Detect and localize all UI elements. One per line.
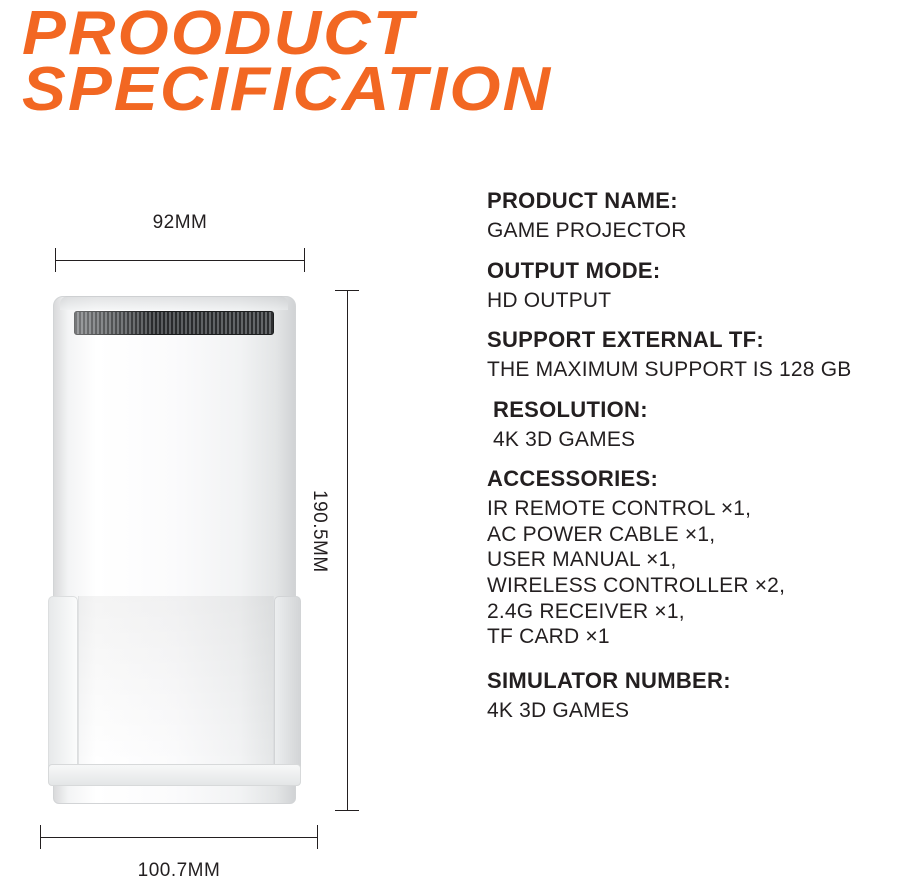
spec-item-support-external-tf [487, 327, 917, 383]
spec-item-simulator-number [487, 668, 917, 724]
accessory-line: AC POWER CABLE ×1, [487, 522, 716, 546]
projector-base [48, 764, 301, 786]
accessory-line: USER MANUAL ×1, [487, 548, 677, 572]
dimension-width-label: 92MM [152, 212, 208, 233]
projector-lower-shading [78, 596, 274, 764]
accessory-line: WIRELESS CONTROLLER ×2, [487, 574, 786, 598]
accessory-line: IR REMOTE CONTROL ×1, [487, 497, 752, 521]
page-title [22, 0, 882, 124]
dimension-base-width-tick-left [40, 825, 41, 849]
dimension-height-label: 190.5MM [309, 490, 330, 573]
projector-edge-line-left [78, 596, 79, 786]
dimension-base-width-label: 100.7MM [137, 860, 221, 881]
spec-value-output-mode: HD OUTPUT [487, 288, 612, 312]
specification-list [487, 188, 917, 737]
spec-label-simulator-number: SIMULATOR NUMBER: [487, 667, 731, 693]
spec-item-accessories [487, 466, 917, 650]
dimension-base-width-tick-right [317, 825, 318, 849]
dimension-height-line [347, 290, 348, 810]
spec-label-output-mode: OUTPUT MODE: [487, 257, 661, 283]
dimension-width-tick-left [55, 248, 56, 272]
projector-stand-right [274, 596, 301, 786]
spec-value-resolution: 4K 3D GAMES [493, 427, 636, 451]
page-title-line-2: SPECIFICATION [22, 55, 553, 124]
projector-edge-line-right [273, 596, 274, 786]
projector-top-edge [60, 296, 288, 310]
spec-label-product-name: PRODUCT NAME: [487, 188, 678, 213]
spec-item-output-mode [487, 258, 917, 314]
spec-item-resolution [487, 397, 917, 453]
dimension-base-width-line [40, 837, 318, 838]
spec-label-accessories: ACCESSORIES: [487, 466, 659, 492]
projector-vent-shading [74, 311, 274, 335]
product-dimension-diagram [0, 170, 450, 881]
spec-value-accessories [487, 496, 917, 650]
spec-value-simulator-number: 4K 3D GAMES [487, 698, 630, 722]
spec-value-product-name: GAME PROJECTOR [487, 218, 687, 242]
dimension-width-line [55, 260, 305, 261]
dimension-height-tick-bottom [335, 810, 359, 811]
dimension-width-tick-right [304, 248, 305, 272]
spec-item-product-name [487, 188, 917, 244]
dimension-height-tick-top [335, 290, 359, 291]
accessory-line: 2.4G RECEIVER ×1, [487, 599, 685, 623]
spec-label-resolution: RESOLUTION: [493, 396, 648, 422]
projector-stand-left [48, 596, 78, 786]
spec-label-support-external-tf: SUPPORT EXTERNAL TF: [487, 327, 764, 353]
game-projector-illustration [48, 296, 301, 804]
page-title-line-1: PROODUCT [22, 0, 416, 68]
accessory-line: TF CARD ×1 [487, 625, 610, 649]
spec-value-support-external-tf: THE MAXIMUM SUPPORT IS 128 GB [487, 358, 852, 382]
